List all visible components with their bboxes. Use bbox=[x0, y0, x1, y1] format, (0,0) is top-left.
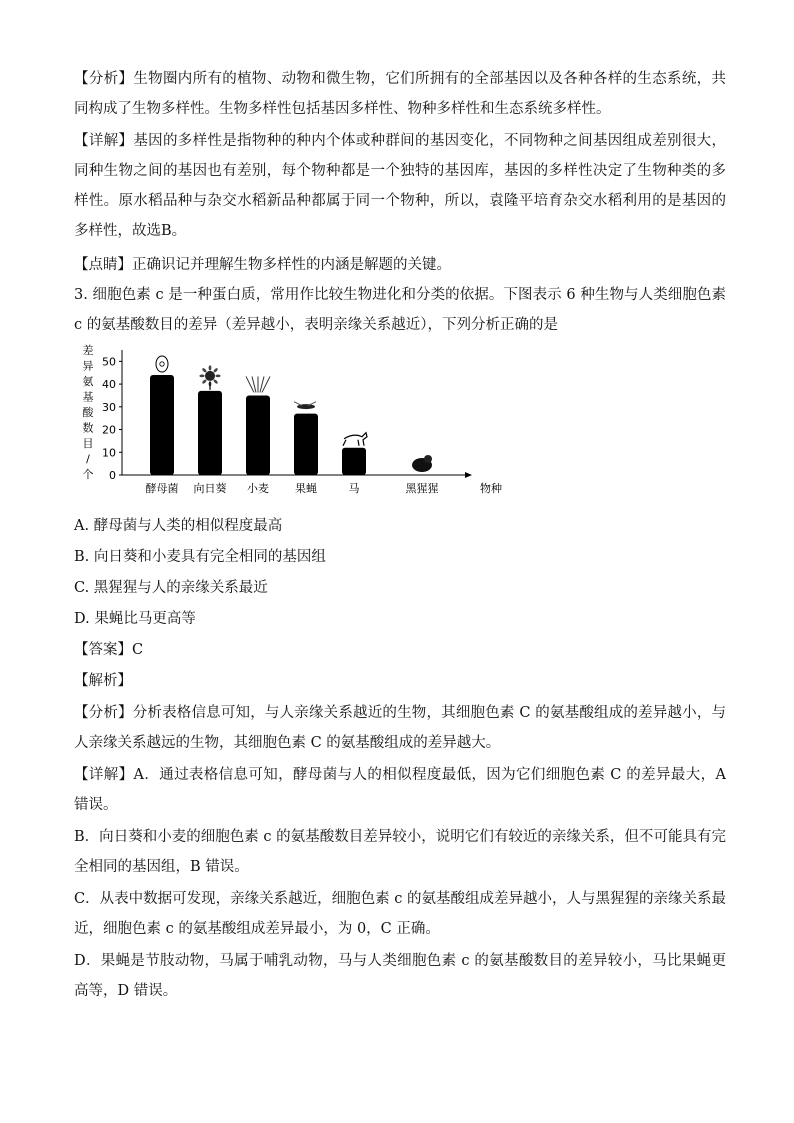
analysis-paragraph-1 bbox=[74, 64, 726, 124]
analysis-paragraph-2 bbox=[74, 698, 726, 758]
analysis-header: 【解析】 bbox=[74, 673, 132, 689]
y-tick-label: 10 bbox=[102, 446, 116, 460]
bar-2 bbox=[246, 395, 270, 475]
x-tick-label: 小麦 bbox=[247, 482, 269, 495]
comment-text: 正确识记并理解生物多样性的内涵是解题的关键。 bbox=[132, 257, 451, 273]
detail-option-d: D．果蝇是节肢动物，马属于哺乳动物，马与人类细胞色素 c 的氨基酸数目的差异较小，马比果蝇更高等，D 错误。 bbox=[74, 953, 726, 999]
x-tick-label: 黑猩猩 bbox=[405, 482, 439, 495]
x-tick-label: 马 bbox=[348, 482, 360, 495]
bar-4 bbox=[342, 448, 366, 475]
detail-option-b: B．向日葵和小麦的细胞色素 c 的氨基酸数目差异较小，说明它们有较近的亲缘关系，但不可能具有完全相同的基因组，B 错误。 bbox=[74, 829, 726, 875]
y-tick-label: 0 bbox=[109, 469, 116, 482]
answer-line: 【答案】C bbox=[74, 642, 144, 658]
y-axis-label-text: 差异氨基酸数目/个 bbox=[82, 344, 94, 481]
sunflower-icon bbox=[199, 365, 220, 390]
option-d: D. 果蝇比马更高等 bbox=[74, 611, 196, 627]
detail-text-2: A．通过表格信息可知，酵母菌与人的相似程度最低，因为它们细胞色素 C 的差异最大，A 错误。 bbox=[74, 767, 726, 813]
detail-paragraph-2 bbox=[74, 760, 726, 820]
analysis-text-2: 分析表格信息可知，与人亲缘关系越近的生物，其细胞色素 C 的氨基酸组成的差异越小，与人亲缘关系越远的生物，其细胞色素 C 的氨基酸组成的差异越大。 bbox=[74, 705, 727, 751]
cytochrome-difference-bar-chart bbox=[70, 338, 510, 500]
y-tick-label: 50 bbox=[102, 355, 116, 369]
bar-0 bbox=[150, 375, 174, 475]
question-3-stem: 3. 细胞色素 c 是一种蛋白质，常用作比较生物进化和分类的依据。下图表示 6 种生物与人类细胞色素 c 的氨基酸数目的差异（差异越小，表明亲缘关系越近），下列分析正确的是 bbox=[74, 287, 726, 333]
chimpanzee-icon bbox=[412, 455, 432, 472]
y-tick-label: 40 bbox=[102, 378, 116, 392]
detail-option-c: C．从表中数据可发现，亲缘关系越近，细胞色素 c 的氨基酸组成差异越小，人与黑猩猩的亲缘关系最近，细胞色素 c 的氨基酸组成差异最小，为 0，C 正确。 bbox=[74, 891, 726, 937]
yeast-icon bbox=[156, 356, 168, 372]
detail-tag-2: 【详解】 bbox=[74, 767, 134, 783]
y-axis-label bbox=[83, 343, 95, 481]
x-axis-tick-labels bbox=[146, 481, 439, 495]
fruit-fly-icon bbox=[294, 402, 316, 410]
analysis-tag: 【分析】 bbox=[74, 71, 134, 87]
option-b: B. 向日葵和小麦具有完全相同的基因组 bbox=[74, 549, 326, 565]
detail-text: 基因的多样性是指物种的种内个体或种群间的基因变化，不同物种之间基因组成差别很大，同种生物之间的基因也有差别，每个物种都是一个独特的基因库，基因的多样性决定了生物种类的多样性。原水稻品种与杂交水稻新品种都属于同一个物种，所以，袁隆平培育杂交水稻利用的是基因的多样性，故选B。 bbox=[74, 133, 727, 239]
bar-3 bbox=[294, 414, 318, 475]
x-tick-label: 果蝇 bbox=[295, 482, 317, 495]
x-tick-label: 酵母菌 bbox=[145, 482, 179, 495]
detail-tag: 【详解】 bbox=[74, 133, 134, 149]
y-tick-label: 20 bbox=[102, 423, 116, 437]
comment-paragraph bbox=[74, 250, 726, 280]
wheat-icon bbox=[246, 376, 270, 392]
x-axis-label: 物种 bbox=[480, 482, 502, 495]
horse-icon bbox=[343, 433, 367, 446]
option-a: A. 酵母菌与人类的相似程度最高 bbox=[74, 518, 283, 534]
y-axis-ticks bbox=[102, 355, 122, 482]
analysis-text: 生物圈内所有的植物、动物和微生物，它们所拥有的全部基因以及各种各样的生态系统，共同构成了生物多样性。生物多样性包括基因多样性、物种多样性和生态系统多样性。 bbox=[74, 71, 727, 117]
analysis-tag-2: 【分析】 bbox=[74, 705, 133, 721]
comment-tag: 【点睛】 bbox=[74, 257, 132, 273]
detail-paragraph-1 bbox=[74, 126, 726, 246]
bar-1 bbox=[198, 391, 222, 475]
x-axis-arrow-icon bbox=[465, 472, 472, 478]
y-tick-label: 30 bbox=[102, 400, 116, 414]
x-tick-label: 向日葵 bbox=[193, 482, 227, 495]
option-c: C. 黑猩猩与人的亲缘关系最近 bbox=[74, 580, 268, 596]
